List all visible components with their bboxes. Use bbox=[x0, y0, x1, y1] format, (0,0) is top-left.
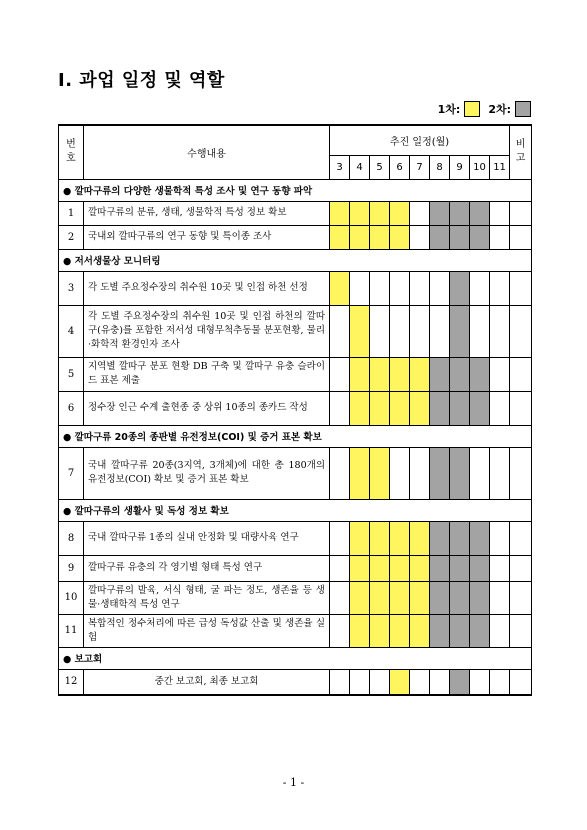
schedule-cell-empty bbox=[330, 305, 350, 357]
schedule-cell-first bbox=[350, 581, 370, 614]
table-body bbox=[59, 179, 532, 695]
schedule-cell-first bbox=[390, 521, 410, 555]
schedule-cell-empty bbox=[350, 669, 370, 695]
schedule-cell-empty bbox=[490, 201, 510, 225]
note-cell bbox=[510, 225, 532, 249]
schedule-cell-empty bbox=[470, 305, 490, 357]
table-row bbox=[59, 521, 532, 555]
schedule-cell-empty bbox=[410, 225, 430, 249]
schedule-cell-first bbox=[410, 555, 430, 581]
task-description: 각 도별 주요정수장의 취수원 10곳 및 인접 하천 선정 bbox=[84, 271, 330, 305]
month-header: 5 bbox=[370, 155, 390, 179]
section-title: ● 저서생물상 모니터링 bbox=[59, 249, 532, 271]
schedule-cell-second bbox=[470, 201, 490, 225]
schedule-cell-first bbox=[370, 447, 390, 499]
legend-first-label: 1차: bbox=[437, 103, 461, 116]
row-number: 1 bbox=[59, 201, 84, 225]
schedule-cell-second bbox=[450, 357, 470, 391]
row-number: 5 bbox=[59, 357, 84, 391]
month-header: 9 bbox=[450, 155, 470, 179]
schedule-cell-empty bbox=[330, 447, 350, 499]
note-cell bbox=[510, 305, 532, 357]
task-description: 정수장 인근 수계 출현종 중 상위 10종의 종카드 작성 bbox=[84, 391, 330, 425]
schedule-table bbox=[58, 124, 532, 696]
schedule-cell-first bbox=[330, 225, 350, 249]
schedule-cell-first bbox=[410, 581, 430, 614]
schedule-cell-second bbox=[430, 447, 450, 499]
note-cell bbox=[510, 521, 532, 555]
schedule-cell-second bbox=[470, 614, 490, 647]
schedule-cell-first bbox=[350, 357, 370, 391]
task-description: 국내 깔따구류 20종(3지역, 3개체)에 대한 총 180개의 유전정보(COI) 확보 및 증거 표본 확보 bbox=[84, 447, 330, 499]
month-header: 4 bbox=[350, 155, 370, 179]
note-cell bbox=[510, 669, 532, 695]
page-title: Ⅰ. 과업 일정 및 역할 bbox=[58, 70, 225, 91]
schedule-cell-empty bbox=[330, 391, 350, 425]
table-row bbox=[59, 225, 532, 249]
schedule-cell-empty bbox=[430, 271, 450, 305]
task-description: 복합적인 정수처리에 따른 급성 독성값 산출 및 생존율 실험 bbox=[84, 614, 330, 647]
month-header: 6 bbox=[390, 155, 410, 179]
task-description: 국내외 깔따구류의 연구 동향 및 특이종 조사 bbox=[84, 225, 330, 249]
row-number: 4 bbox=[59, 305, 84, 357]
month-header: 8 bbox=[430, 155, 450, 179]
schedule-cell-second bbox=[430, 581, 450, 614]
schedule-cell-first bbox=[350, 447, 370, 499]
schedule-cell-first bbox=[350, 225, 370, 249]
schedule-cell-first bbox=[370, 225, 390, 249]
schedule-cell-empty bbox=[430, 669, 450, 695]
section-row bbox=[59, 249, 532, 271]
schedule-cell-empty bbox=[490, 555, 510, 581]
schedule-cell-second bbox=[430, 614, 450, 647]
section-title: ● 깔따구류 20종의 종판별 유전정보(COI) 및 증거 표본 확보 bbox=[59, 425, 532, 447]
schedule-cell-first bbox=[390, 201, 410, 225]
schedule-cell-first bbox=[370, 201, 390, 225]
task-description: 지역별 깔따구 분포 현황 DB 구축 및 깔따구 유충 슬라이드 표본 제출 bbox=[84, 357, 330, 391]
schedule-cell-first bbox=[350, 521, 370, 555]
task-description: 중간 보고회, 최종 보고회 bbox=[84, 669, 330, 695]
row-number: 6 bbox=[59, 391, 84, 425]
table-row bbox=[59, 669, 532, 695]
schedule-cell-empty bbox=[490, 391, 510, 425]
schedule-cell-first bbox=[350, 614, 370, 647]
header-content: 수행내용 bbox=[84, 125, 330, 179]
schedule-cell-second bbox=[450, 614, 470, 647]
schedule-cell-first bbox=[370, 614, 390, 647]
table-row bbox=[59, 447, 532, 499]
table-row bbox=[59, 201, 532, 225]
schedule-cell-empty bbox=[490, 271, 510, 305]
section-title: ● 깔따구류의 다양한 생물학적 특성 조사 및 연구 동향 파악 bbox=[59, 179, 532, 201]
schedule-cell-first bbox=[390, 669, 410, 695]
schedule-cell-empty bbox=[330, 669, 350, 695]
schedule-cell-second bbox=[450, 391, 470, 425]
schedule-cell-second bbox=[450, 669, 470, 695]
schedule-cell-second bbox=[470, 581, 490, 614]
legend bbox=[438, 101, 531, 117]
row-number: 2 bbox=[59, 225, 84, 249]
task-description: 깔따구류의 발육, 서식 형태, 굴 파는 정도, 생존율 등 생물·생태학적 특성 연구 bbox=[84, 581, 330, 614]
month-header: 3 bbox=[330, 155, 350, 179]
schedule-cell-second bbox=[470, 555, 490, 581]
schedule-cell-empty bbox=[470, 447, 490, 499]
task-description: 각 도별 주요정수장의 취수원 10곳 및 인접 하천의 깔따구(유충)를 포함한 저서성 대형무척추동물 분포현황, 물리·화학적 환경인자 조사 bbox=[84, 305, 330, 357]
note-cell bbox=[510, 555, 532, 581]
note-cell bbox=[510, 357, 532, 391]
schedule-cell-second bbox=[470, 357, 490, 391]
table-row bbox=[59, 581, 532, 614]
schedule-cell-empty bbox=[490, 225, 510, 249]
schedule-cell-second bbox=[470, 225, 490, 249]
schedule-cell-empty bbox=[370, 669, 390, 695]
schedule-cell-empty bbox=[470, 669, 490, 695]
schedule-cell-first bbox=[390, 581, 410, 614]
schedule-cell-second bbox=[430, 555, 450, 581]
row-number: 3 bbox=[59, 271, 84, 305]
schedule-cell-second bbox=[450, 271, 470, 305]
table-row bbox=[59, 614, 532, 647]
schedule-cell-empty bbox=[330, 521, 350, 555]
schedule-cell-second bbox=[430, 357, 450, 391]
note-cell bbox=[510, 614, 532, 647]
table-row bbox=[59, 271, 532, 305]
schedule-cell-second bbox=[450, 521, 470, 555]
section-row bbox=[59, 499, 532, 521]
schedule-cell-empty bbox=[390, 447, 410, 499]
note-cell bbox=[510, 271, 532, 305]
table-row bbox=[59, 305, 532, 357]
legend-first-swatch bbox=[464, 101, 480, 117]
schedule-cell-second bbox=[450, 305, 470, 357]
section-row bbox=[59, 425, 532, 447]
schedule-cell-empty bbox=[410, 305, 430, 357]
schedule-cell-empty bbox=[490, 581, 510, 614]
schedule-cell-second bbox=[430, 391, 450, 425]
note-cell bbox=[510, 447, 532, 499]
schedule-cell-empty bbox=[410, 669, 430, 695]
table-row bbox=[59, 357, 532, 391]
schedule-cell-empty bbox=[490, 447, 510, 499]
row-number: 12 bbox=[59, 669, 84, 695]
row-number: 10 bbox=[59, 581, 84, 614]
table-row bbox=[59, 391, 532, 425]
section-row bbox=[59, 179, 532, 201]
schedule-cell-first bbox=[370, 581, 390, 614]
schedule-cell-first bbox=[390, 391, 410, 425]
schedule-cell-second bbox=[450, 447, 470, 499]
section-row bbox=[59, 647, 532, 669]
schedule-cell-first bbox=[330, 201, 350, 225]
section-title: ● 깔따구류의 생활사 및 독성 정보 확보 bbox=[59, 499, 532, 521]
row-number: 9 bbox=[59, 555, 84, 581]
month-header: 11 bbox=[490, 155, 510, 179]
task-description: 국내 깔따구류 1종의 실내 안정화 및 대량사육 연구 bbox=[84, 521, 330, 555]
schedule-cell-first bbox=[370, 391, 390, 425]
schedule-cell-empty bbox=[410, 271, 430, 305]
schedule-cell-empty bbox=[330, 581, 350, 614]
note-cell bbox=[510, 201, 532, 225]
schedule-cell-first bbox=[350, 391, 370, 425]
header-schedule: 추진 일정(월) bbox=[330, 125, 510, 155]
schedule-cell-first bbox=[350, 305, 370, 357]
section-title: ● 보고회 bbox=[59, 647, 532, 669]
legend-second-swatch bbox=[515, 101, 531, 117]
schedule-cell-empty bbox=[430, 305, 450, 357]
schedule-cell-first bbox=[410, 357, 430, 391]
schedule-cell-empty bbox=[350, 271, 370, 305]
schedule-cell-second bbox=[470, 391, 490, 425]
schedule-cell-first bbox=[390, 225, 410, 249]
legend-second-label: 2차: bbox=[488, 103, 511, 116]
note-cell bbox=[510, 391, 532, 425]
schedule-cell-empty bbox=[490, 305, 510, 357]
table-row bbox=[59, 555, 532, 581]
month-header: 7 bbox=[410, 155, 430, 179]
note-cell bbox=[510, 581, 532, 614]
schedule-cell-empty bbox=[370, 271, 390, 305]
schedule-cell-empty bbox=[490, 521, 510, 555]
schedule-cell-second bbox=[450, 201, 470, 225]
schedule-cell-first bbox=[390, 357, 410, 391]
schedule-cell-empty bbox=[410, 447, 430, 499]
header-note: 비고 bbox=[510, 125, 532, 179]
row-number: 7 bbox=[59, 447, 84, 499]
task-description: 깔따구류의 분류, 생태, 생물학적 특성 정보 확보 bbox=[84, 201, 330, 225]
schedule-cell-second bbox=[470, 521, 490, 555]
schedule-cell-first bbox=[390, 555, 410, 581]
schedule-cell-second bbox=[430, 201, 450, 225]
row-number: 11 bbox=[59, 614, 84, 647]
schedule-cell-first bbox=[370, 555, 390, 581]
schedule-cell-first bbox=[350, 201, 370, 225]
schedule-cell-second bbox=[450, 555, 470, 581]
schedule-cell-first bbox=[330, 271, 350, 305]
schedule-cell-empty bbox=[370, 305, 390, 357]
header-no: 번호 bbox=[59, 125, 84, 179]
schedule-cell-first bbox=[370, 521, 390, 555]
schedule-cell-empty bbox=[470, 271, 490, 305]
schedule-cell-empty bbox=[390, 271, 410, 305]
schedule-cell-second bbox=[430, 521, 450, 555]
schedule-cell-first bbox=[410, 614, 430, 647]
schedule-cell-empty bbox=[490, 357, 510, 391]
schedule-cell-first bbox=[410, 391, 430, 425]
schedule-cell-second bbox=[430, 225, 450, 249]
schedule-cell-first bbox=[370, 357, 390, 391]
task-description: 깔따구류 유충의 각 영기별 형태 특성 연구 bbox=[84, 555, 330, 581]
schedule-cell-empty bbox=[390, 305, 410, 357]
schedule-cell-empty bbox=[330, 555, 350, 581]
schedule-cell-empty bbox=[490, 669, 510, 695]
schedule-cell-empty bbox=[330, 357, 350, 391]
schedule-cell-empty bbox=[330, 614, 350, 647]
month-header: 10 bbox=[470, 155, 490, 179]
schedule-cell-empty bbox=[490, 614, 510, 647]
schedule-cell-first bbox=[350, 555, 370, 581]
schedule-cell-second bbox=[450, 581, 470, 614]
schedule-cell-second bbox=[450, 225, 470, 249]
row-number: 8 bbox=[59, 521, 84, 555]
schedule-cell-first bbox=[410, 521, 430, 555]
schedule-cell-first bbox=[390, 614, 410, 647]
page-number: - 1 - bbox=[282, 776, 305, 789]
schedule-cell-empty bbox=[410, 201, 430, 225]
